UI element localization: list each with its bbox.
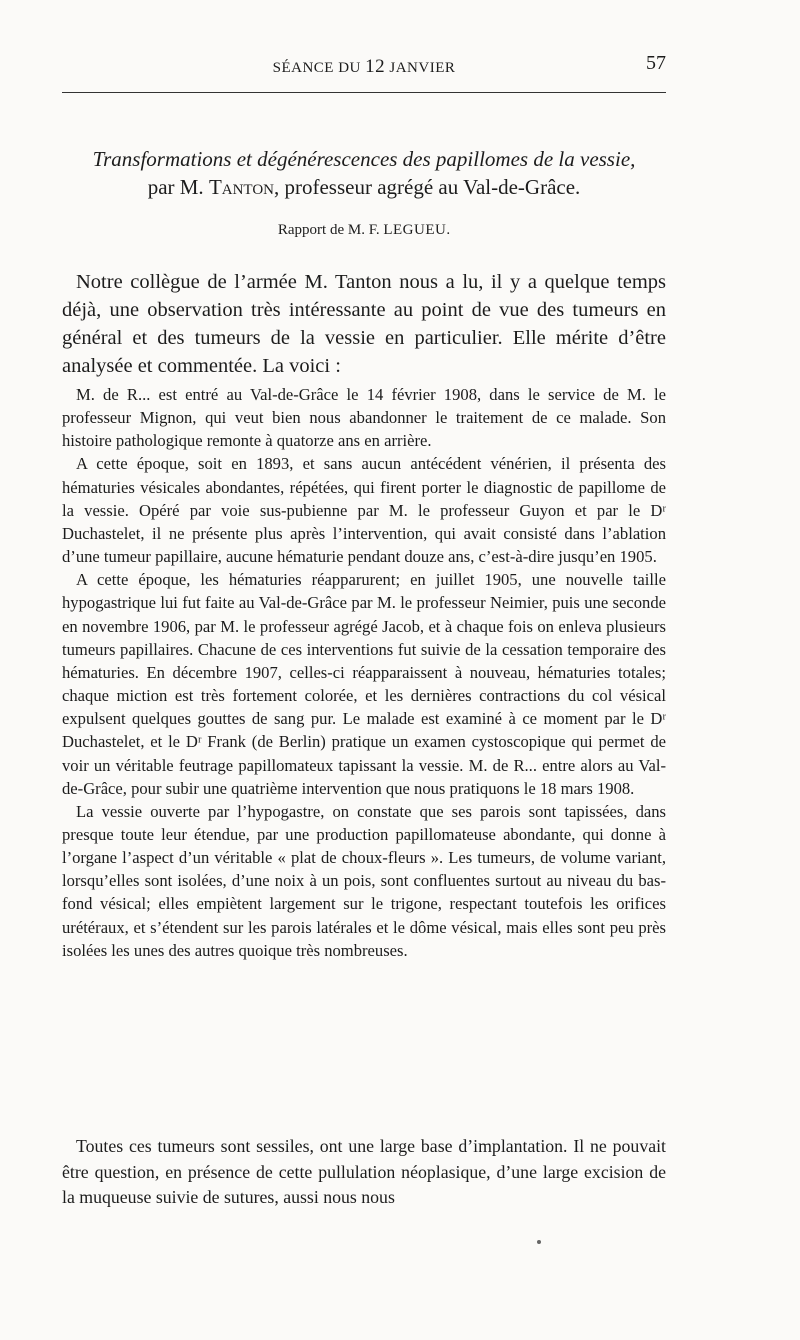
- observation-paragraph-3: A cette époque, les hématuries réapparurent; en juillet 1905, une nouvelle taille hypogastrique lui fut faite au Val-de-Grâce par M. le professeur Neimier, puis une seconde en novembre 1906, par M. le professeur agrégé Jacob, et à chaque fois on enleva plusieurs tumeurs papillaires. Chacune de ces interventions fut suivie de la cessation temporaire des hématuries. En décembre 1907, celles-ci réapparaissent à nouveau, hématuries totales; chaque miction est très fortement colorée, et les dernières contractions du col vésical expulsent quelques gouttes de sang pur. Le malade est examiné à ce moment par le Dʳ Duchastelet, et le Dʳ Frank (de Berlin) pratique un examen cystoscopique qui permet de voir un véritable feutrage papillomateux tapissant la vessie. M. de R... entre alors au Val-de-Grâce, pour subir une quatrième intervention que nous pratiquons le 18 mars 1908.: [62, 570, 666, 798]
- report-prefix: Rapport de M. F.: [277, 222, 384, 238]
- continuation-paragraph: Toutes ces tumeurs sont sessiles, ont une large base d’implantation. Il ne pouvait être question, en présence de cette pullulation néoplasique, d’une large excision de la muqueuse suivie de sutures, aussi nous nous: [62, 1136, 666, 1207]
- running-title: [62, 56, 666, 78]
- observation-paragraph-1: M. de R... est entré au Val-de-Grâce le 14 février 1908, dans le service de M. le professeur Mignon, qui veut bien nous abandonner le traitement de ce malade. Son histoire pathologique remonte à quatorze ans en arrière.: [62, 385, 666, 451]
- header-rule: [62, 92, 666, 93]
- article-author-line: [62, 173, 666, 201]
- intro-section: [62, 268, 666, 380]
- page-number: 57: [646, 52, 666, 74]
- observation-paragraph-2: A cette époque, soit en 1893, et sans aucun antécédent vénérien, il présenta des hématuries vésicales abondantes, répétées, qui firent porter le diagnostic de papillome de la vessie. Opéré par voie sus-pubienne par M. le professeur Guyon et par le Dʳ Duchastelet, il ne présente plus après l’intervention, qui avait consisté dans l’ablation d’une tumeur papillaire, aucune hématurie pendant douze ans, c’est-à-dire jusqu’en 1905.: [62, 454, 666, 567]
- running-head: [62, 50, 666, 77]
- running-title-day: 12: [365, 56, 386, 77]
- author-name: Tanton: [208, 175, 274, 199]
- report-name: LEGUEU: [383, 222, 447, 238]
- article-title: [62, 145, 666, 201]
- running-title-part-2: JANVIER: [385, 60, 456, 76]
- observation-section: [62, 383, 666, 962]
- author-prefix: par M.: [147, 175, 209, 199]
- print-speck: [537, 1240, 541, 1244]
- report-suffix: .: [446, 222, 451, 238]
- article-title-italic: Transformations et dégénérescences des papillomes de la vessie,: [92, 147, 636, 171]
- continuation-section: [62, 1134, 666, 1211]
- author-suffix: , professeur agrégé au Val-de-Grâce.: [274, 175, 581, 199]
- running-title-part-1: SÉANCE DU: [272, 60, 366, 76]
- intro-paragraph: Notre collègue de l’armée M. Tanton nous a lu, il y a quelque temps déjà, une observation très intéressante au point de vue des tumeurs en général et des tumeurs de la vessie en particulier. Elle mérite d’être analysée et commentée. La voici :: [62, 271, 666, 377]
- observation-paragraph-4: La vessie ouverte par l’hypogastre, on constate que ses parois sont tapissées, dans presque toute leur étendue, par une production papillomateuse abondante, qui donne à l’organe l’aspect d’un véritable « plat de choux-fleurs ». Les tumeurs, de volume variant, lorsqu’elles sont isolées, d’une noix à un pois, sont confluentes surtout au niveau du bas-fond vésical; elles empiètent largement sur le trigone, respectant toutefois les orifices urétéraux, et s’étendent sur les parois latérales et le dôme vésical, mais elles sont peu près isolées les unes des autres quoique très nombreuses.: [62, 801, 666, 960]
- report-line: [62, 222, 666, 239]
